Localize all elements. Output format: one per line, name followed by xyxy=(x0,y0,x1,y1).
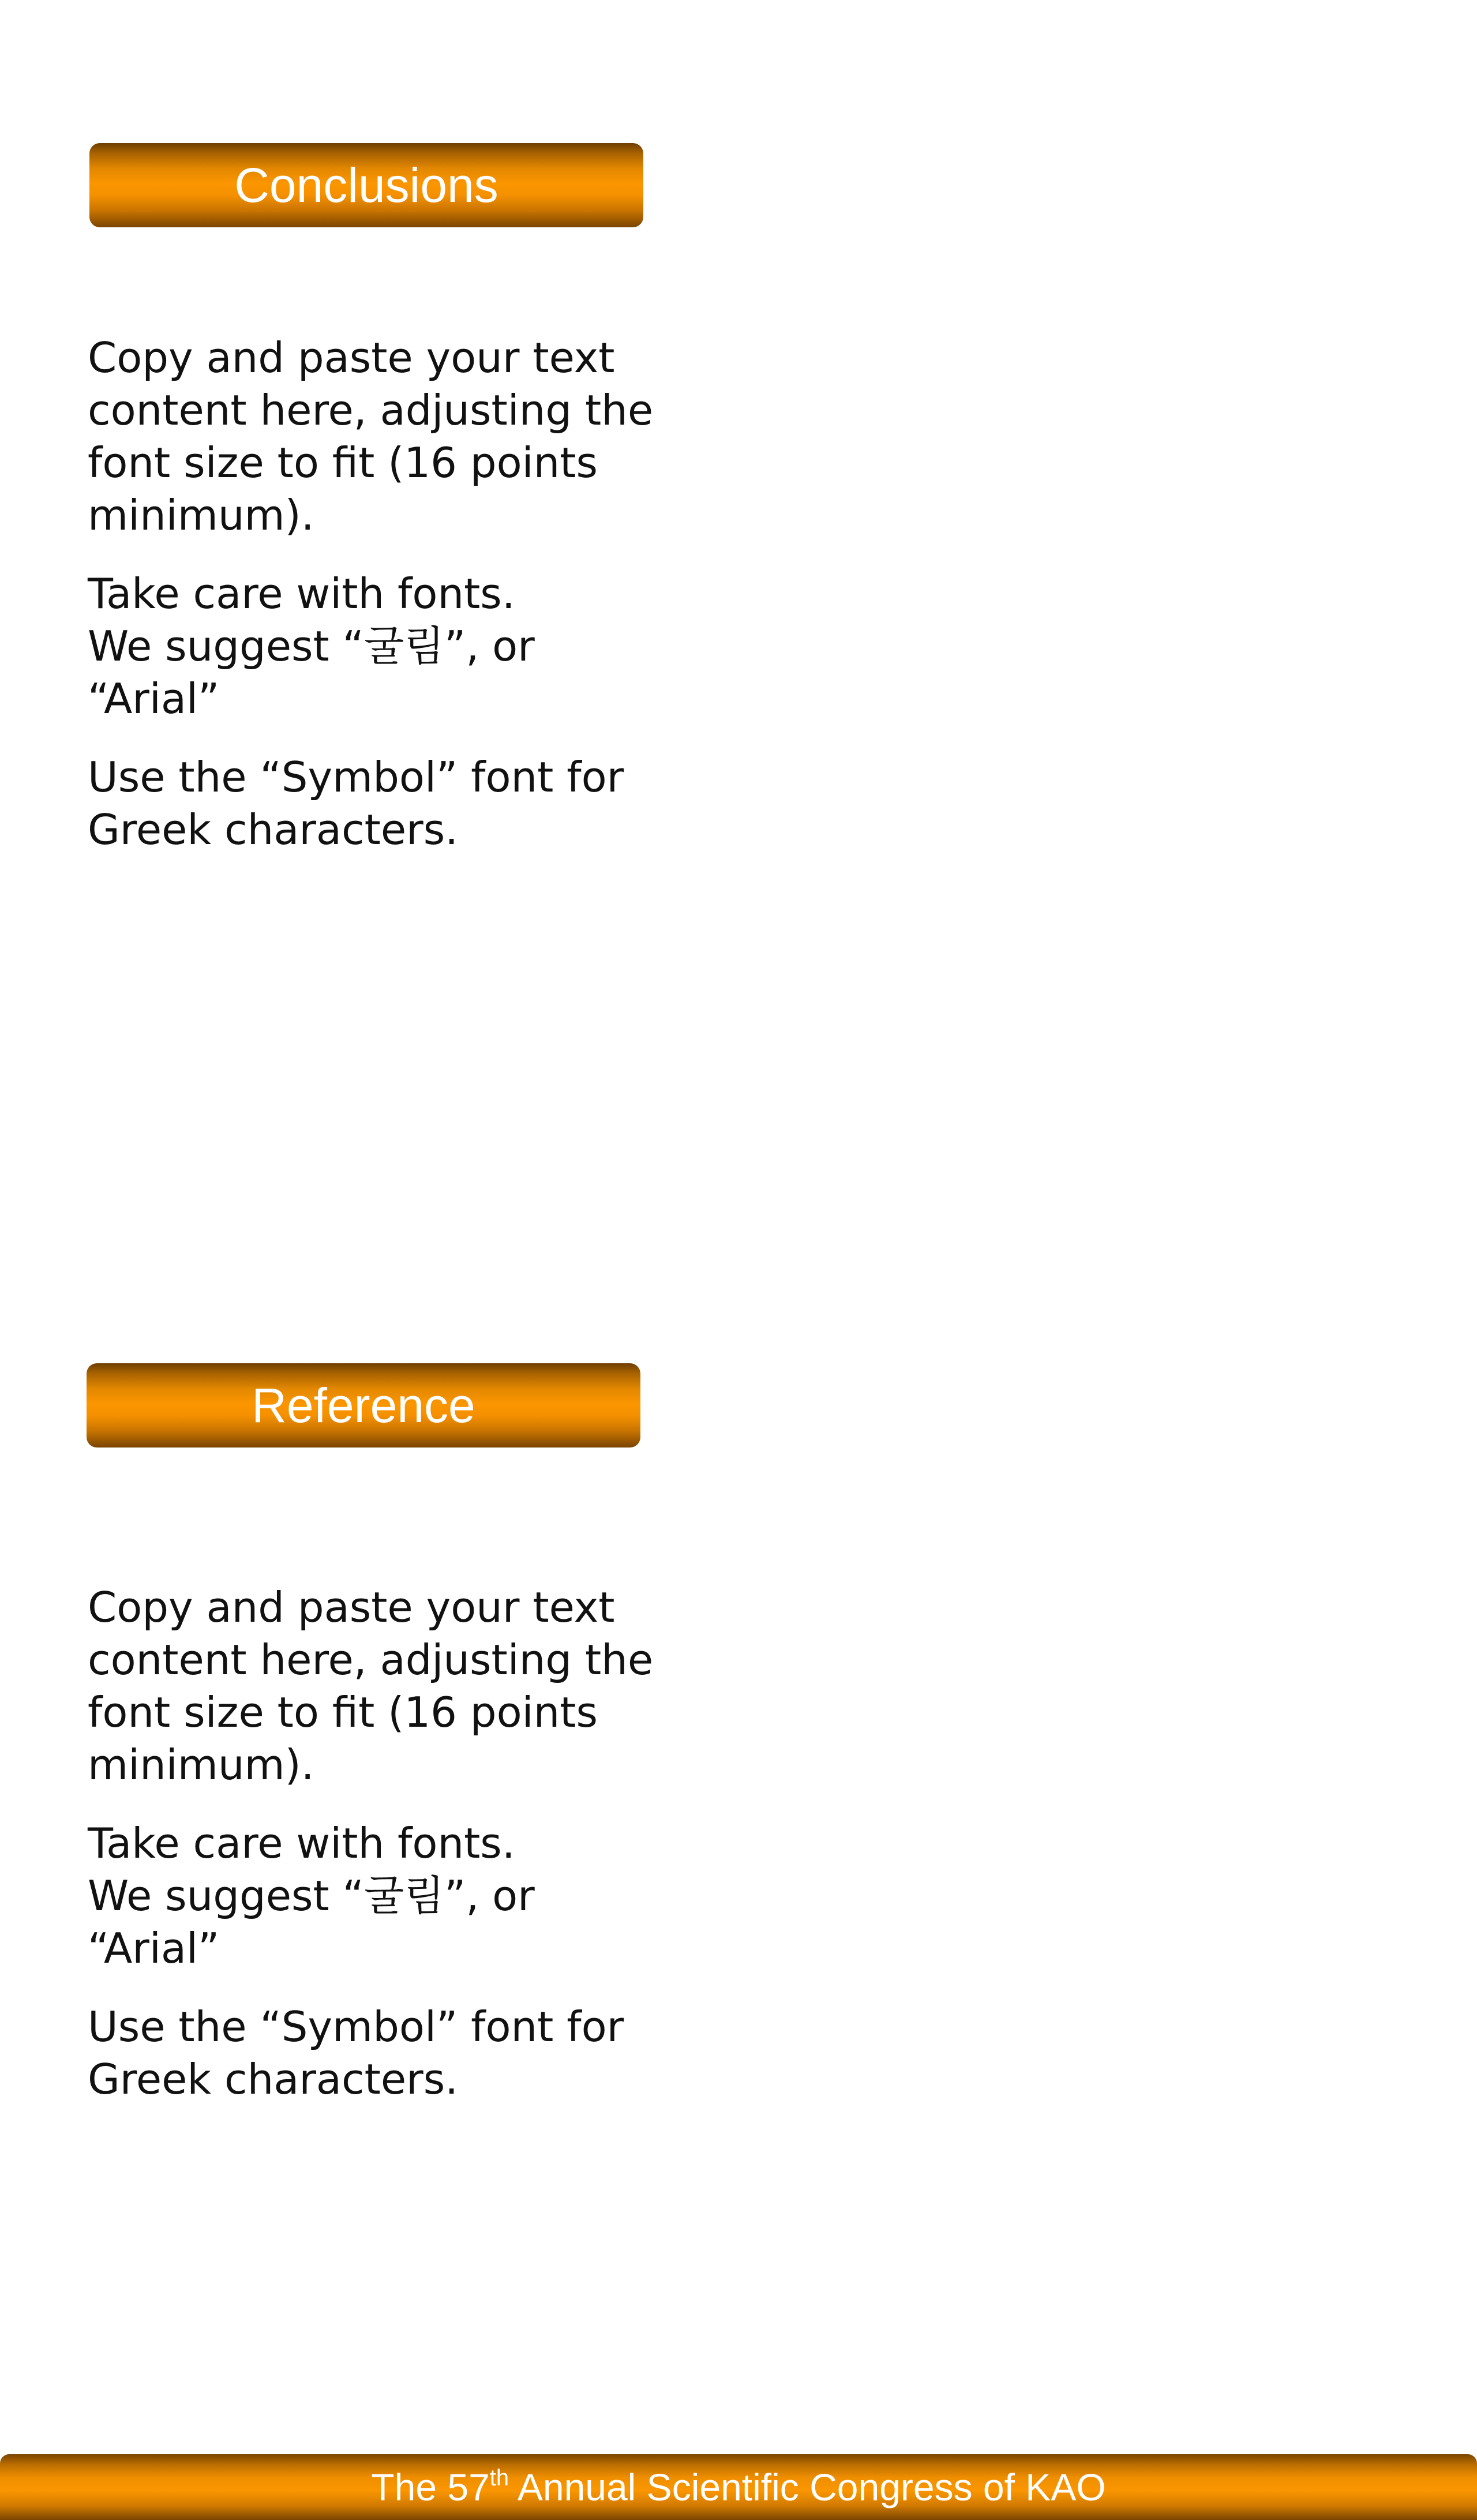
text-line: “Arial” xyxy=(88,1924,220,1972)
footer-suffix: Annual Scientific Congress of KAO xyxy=(509,2466,1106,2508)
text-line: content here, adjusting the xyxy=(88,1636,654,1684)
text-line: Take care with fonts. xyxy=(88,1819,515,1867)
conclusions-paragraph-1 xyxy=(88,332,688,542)
text-line: Use the “Symbol” font for xyxy=(88,753,624,801)
text-line: minimum). xyxy=(88,491,314,539)
conclusions-paragraph-3 xyxy=(88,751,688,856)
text-line: font size to fit (16 points xyxy=(88,1688,598,1737)
conclusions-body xyxy=(88,332,688,882)
text-line: content here, adjusting the xyxy=(88,386,654,434)
footer-prefix: The 57 xyxy=(371,2466,490,2508)
text-line: Take care with fonts. xyxy=(88,569,515,618)
text-line: minimum). xyxy=(88,1741,314,1789)
reference-paragraph-3 xyxy=(88,2001,688,2106)
text-line: Greek characters. xyxy=(88,805,459,854)
reference-paragraph-1 xyxy=(88,1581,688,1791)
text-line: “Arial” xyxy=(88,674,220,723)
footer-bar xyxy=(0,2454,1477,2520)
reference-body xyxy=(88,1581,688,2132)
conclusions-header: Conclusions xyxy=(89,143,643,227)
text-line: font size to fit (16 points xyxy=(88,438,598,487)
text-line: Use the “Symbol” font for xyxy=(88,2002,624,2051)
text-line: Copy and paste your text xyxy=(88,333,615,382)
text-line: Greek characters. xyxy=(88,2055,459,2103)
reference-paragraph-2 xyxy=(88,1817,688,1975)
footer-superscript: th xyxy=(489,2465,509,2491)
text-line: Copy and paste your text xyxy=(88,1583,615,1632)
reference-header: Reference xyxy=(87,1363,640,1447)
conclusions-paragraph-2 xyxy=(88,568,688,725)
text-line: We suggest “굴림”, or xyxy=(88,622,535,670)
text-line: We suggest “굴림”, or xyxy=(88,1872,535,1920)
